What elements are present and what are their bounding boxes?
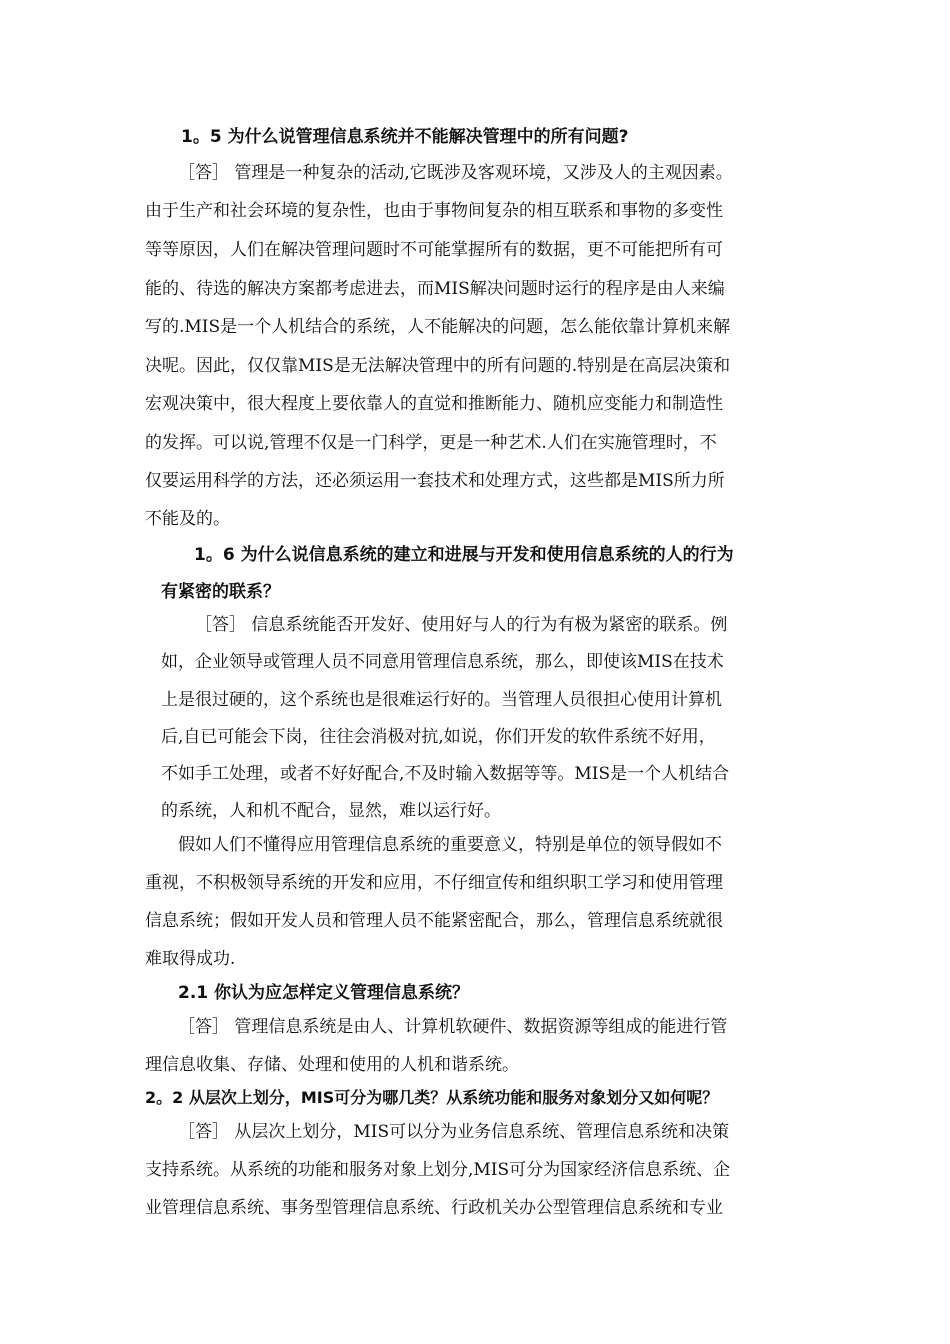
answer-line: 的发挥。可以说,管理不仅是一门科学，更是一种艺术.人们在实施管理时，不	[145, 433, 717, 453]
question-1-5: 1。5 为什么说管理信息系统并不能解决管理中的所有问题?	[181, 127, 629, 147]
answer-line: 如，企业领导或管理人员不同意用管理信息系统，那么，即使该MIS在技术	[161, 652, 724, 672]
answer-line: 宏观决策中，很大程度上要依靠人的直觉和推断能力、随机应变能力和制造性	[145, 394, 723, 414]
answer-line: 不如手工处理，或者不好好配合,不及时输入数据等等。MIS是一个人机结合	[161, 764, 730, 784]
answer-line: ［答］ 管理信息系统是由人、计算机软硬件、数据资源等组成的能进行管	[178, 1017, 728, 1037]
answer-line: ［答］ 管理是一种复杂的活动,它既涉及客观环境，又涉及人的主观因素。	[178, 163, 733, 183]
question-2-1: 2.1 你认为应怎样定义管理信息系统？	[178, 983, 470, 1003]
answer-line: 支持系统。从系统的功能和服务对象上划分,MIS可分为国家经济信息系统、企	[145, 1160, 731, 1180]
answer-line: 后,自已可能会下岗，往往会消极对抗,如说，你们开发的软件系统不好用，	[161, 727, 716, 747]
answer-line: 上是很过硬的，这个系统也是很难运行好的。当管理人员很担心使用计算机	[161, 690, 722, 710]
answer-line: 不能及的。	[145, 509, 230, 529]
paragraph-line: 重视，不积极领导系统的开发和应用，不仔细宣传和组织职工学习和使用管理	[145, 873, 723, 893]
answer-line: 能的、待选的解决方案都考虑进去，而MIS解决问题时运行的程序是由人来编	[145, 279, 725, 299]
paragraph-line: 难取得成功.	[145, 949, 236, 969]
question-1-6-line2: 有紧密的联系？	[161, 582, 280, 602]
answer-line: 等等原因，人们在解决管理问题时不可能掌握所有的数据，更不可能把所有可	[145, 240, 723, 260]
answer-line: 由于生产和社会环境的复杂性，也由于事物间复杂的相互联系和事物的多变性	[145, 201, 723, 221]
answer-line: ［答］ 信息系统能否开发好、使用好与人的行为有极为紧密的联系。例	[195, 615, 728, 635]
question-2-2: 2。2 从层次上划分，MIS可分为哪几类？从系统功能和服务对象划分又如何呢？	[145, 1088, 719, 1107]
answer-line: 业管理信息系统、事务型管理信息系统、行政机关办公型管理信息系统和专业	[145, 1198, 723, 1218]
answer-line: 的系统，人和机不配合，显然，难以运行好。	[161, 801, 501, 821]
answer-line: 理信息收集、存储、处理和使用的人机和谐系统。	[145, 1055, 519, 1075]
paragraph-line: 假如人们不懂得应用管理信息系统的重要意义，特别是单位的领导假如不	[178, 835, 722, 855]
answer-line: 仅要运用科学的方法，还必须运用一套技术和处理方式，这些都是MIS所力所	[145, 471, 725, 491]
question-1-6-line1: 1。6 为什么说信息系统的建立和进展与开发和使用信息系统的人的行为	[194, 545, 734, 565]
answer-line: ［答］ 从层次上划分，MIS可以分为业务信息系统、管理信息系统和决策	[178, 1122, 730, 1142]
answer-line: 写的.MIS是一个人机结合的系统，人不能解决的问题，怎么能依靠计算机来解	[145, 317, 731, 337]
answer-line: 决呢。因此，仅仅靠MIS是无法解决管理中的所有问题的.特别是在高层决策和	[145, 356, 731, 376]
paragraph-line: 信息系统；假如开发人员和管理人员不能紧密配合，那么，管理信息系统就很	[145, 911, 723, 931]
